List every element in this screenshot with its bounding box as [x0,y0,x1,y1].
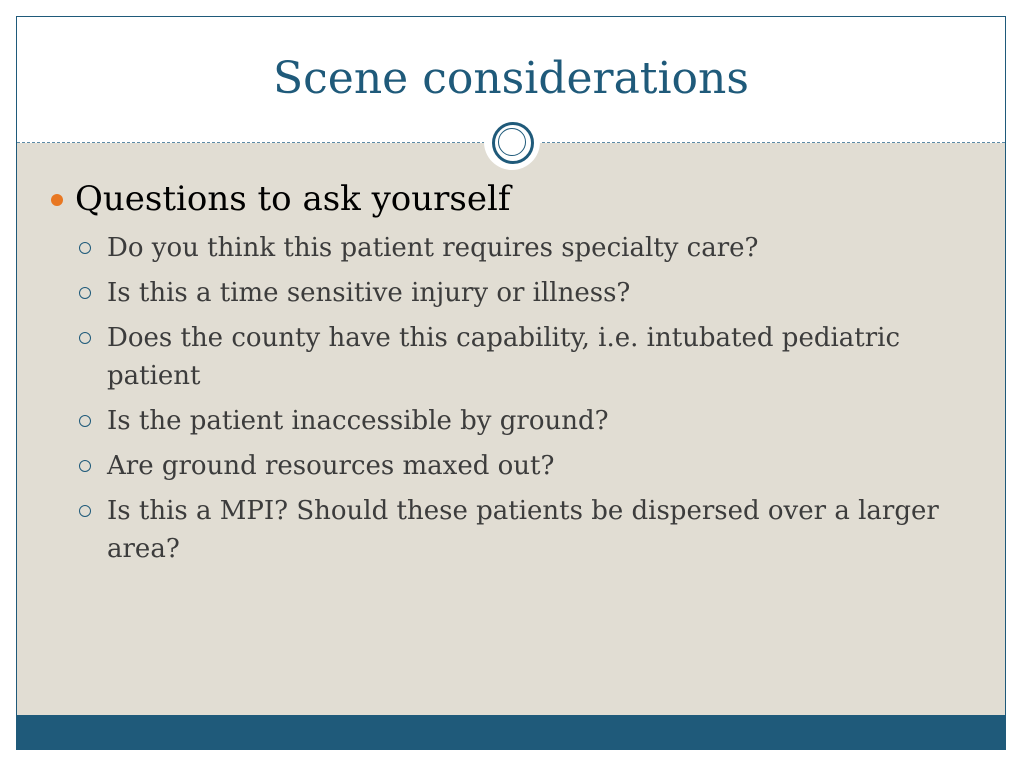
circle-ornament-icon [484,114,540,170]
ornament-inner-ring [498,128,526,156]
hollow-circle-bullet-icon [79,287,91,299]
orange-bullet-icon [51,194,63,206]
sub-bullet-text: Does the county have this capability, i.e. intubated pediatric patient [107,323,901,391]
hollow-circle-bullet-icon [79,242,91,254]
sub-bullet-item [51,319,981,395]
sub-bullet-text: Is this a MPI? Should these patients be dispersed over a larger area? [107,496,939,564]
slide-title: Scene considerations [273,53,749,104]
slide-content [51,179,981,575]
footer-bar [17,715,1005,749]
sub-bullet-item [51,274,981,312]
hollow-circle-bullet-icon [79,460,91,472]
sub-bullet-item [51,447,981,485]
sub-bullet-text: Are ground resources maxed out? [107,451,555,481]
sub-bullet-text: Is this a time sensitive injury or illness? [107,278,631,308]
hollow-circle-bullet-icon [79,505,91,517]
sub-bullet-text: Is the patient inaccessible by ground? [107,406,609,436]
bullet-text: Questions to ask yourself [75,179,511,219]
hollow-circle-bullet-icon [79,415,91,427]
sub-bullet-item [51,492,981,568]
ornament-ring [492,122,534,164]
hollow-circle-bullet-icon [79,332,91,344]
sub-bullet-item [51,229,981,267]
slide [16,16,1006,750]
sub-bullet-text: Do you think this patient requires specialty care? [107,233,759,263]
sub-bullet-item [51,402,981,440]
bullet-item [51,179,981,219]
